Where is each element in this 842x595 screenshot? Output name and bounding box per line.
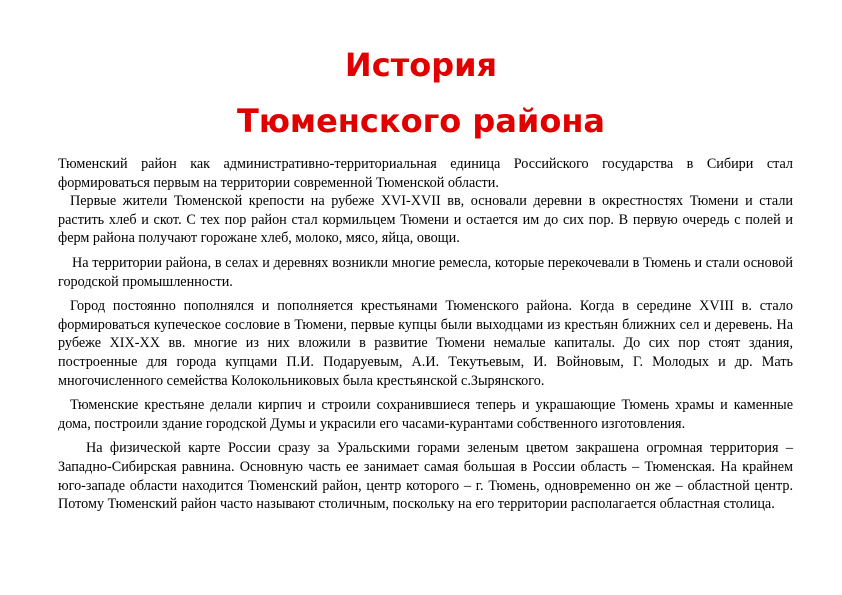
paragraph: На физической карте России сразу за Уральскими горами зеленым цветом закрашена огромная территория – Западно-Сибирская равнина. Основную часть ее занимает самая большая в России область – Тюменская. На крайнем юго-западе области находится Тюменский район, центр которого – г. Тюмень, одновременно он же – областной центр. Потому Тюменский район часто называют столичным, поскольку на его территории располагается областная столица.: [58, 440, 793, 513]
paragraph: Тюменский район как административно-территориальная единица Российского государства в Сибири стал формироваться первым на территории современной Тюменской области.: [58, 156, 793, 191]
body-text: [58, 155, 793, 514]
paragraph: Первые жители Тюменской крепости на рубеже XVI-XVII вв, основали деревни в окрестностях Тюмени и стали растить хлеб и скот. С тех пор район стал кормильцем Тюмени и остается им до сих пор. В первую очередь с полей и ферм района получают горожане хлеб, молоко, мясо, яйца, овощи.: [58, 193, 793, 247]
paragraph: На территории района, в селах и деревнях возникли многие ремесла, которые перекочевали в Тюмень и стали основой городской промышленности.: [58, 254, 793, 290]
title-line-1: История: [344, 46, 498, 84]
paragraph: Тюменские крестьяне делали кирпич и строили сохранившиеся теперь и украшающие Тюмень храмы и каменные дома, построили здание городской Думы и украсили его часами-курантами собственного изготовления.: [58, 397, 793, 432]
title-line-2: Тюменского района: [236, 102, 606, 140]
paragraph: Город постоянно пополнялся и пополняется крестьянами Тюменского района. Когда в середине XVIII в. стало формироваться купеческое сословие в Тюмени, первые купцы были выходцами из крестьян ближних сел и деревень. На рубеже XIX-XX вв. многие из них вложили в развитие Тюмени немалые капиталы. До сих пор стоят здания, построенные для города купцами П.И. Подаруевым, А.И. Текутьевым, И. Войновым, Г. Молодых и др. Мать многочисленного семейства Колокольниковых была крестьянской с.Зырянского.: [58, 298, 793, 389]
